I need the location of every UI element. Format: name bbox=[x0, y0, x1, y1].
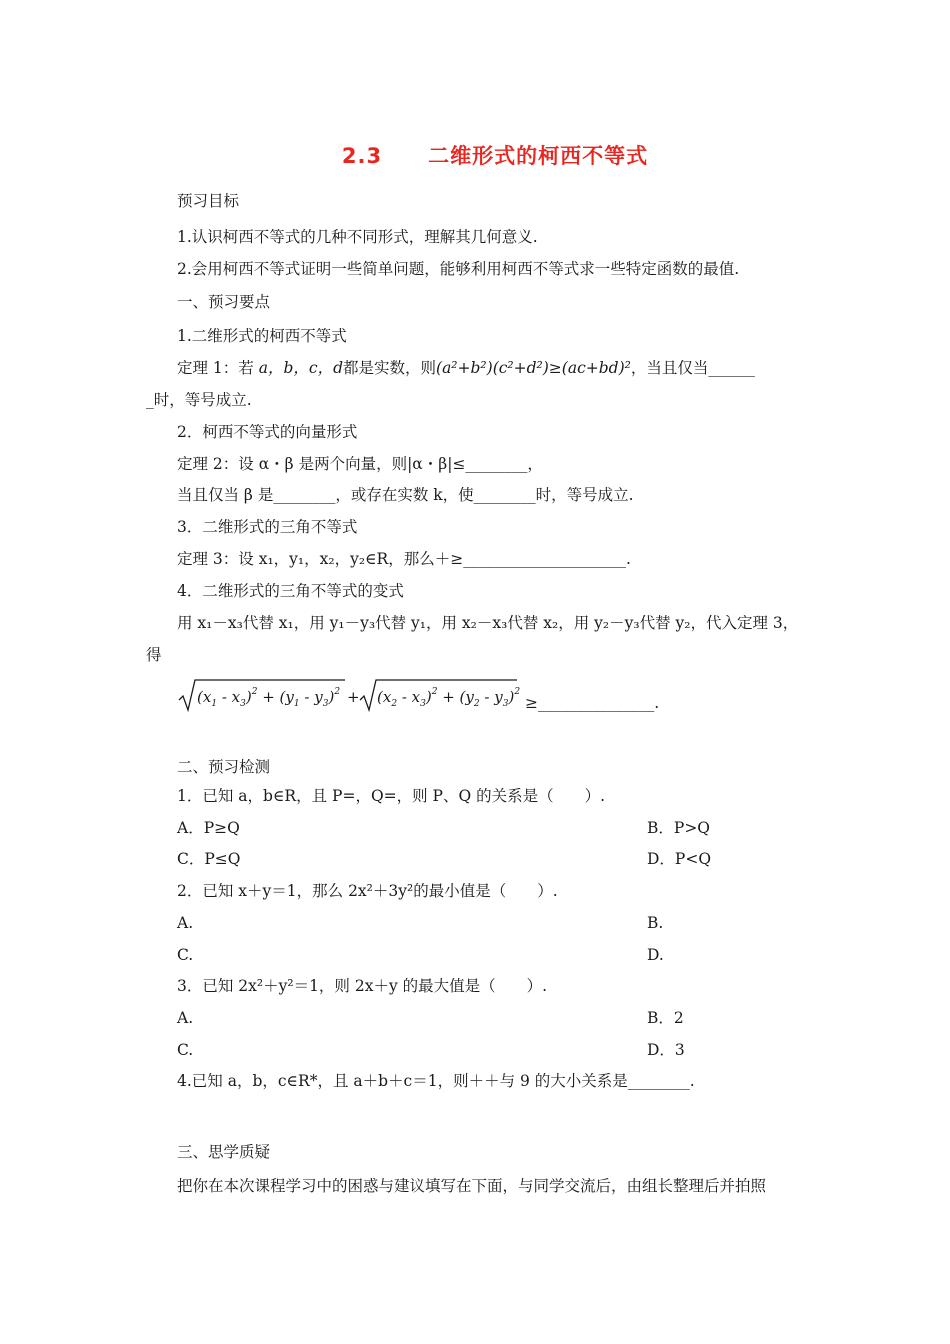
q2-option-d: D. bbox=[647, 946, 664, 964]
section-3-paragraph: 把你在本次课程学习中的困惑与建议填写在下面，与同学交流后，由组长整理后并拍照 bbox=[177, 1177, 767, 1195]
theorem-1-vars: a，b，c，d bbox=[258, 359, 343, 377]
svg-text:+: + bbox=[347, 688, 360, 706]
section-2-heading: 二、预习检测 bbox=[177, 758, 271, 776]
theorem-3-line: 定理 3：设 x₁，y₁，x₂，y₂∈R，那么＋≥_____________________. bbox=[177, 550, 631, 568]
point-1-title: 1.二维形式的柯西不等式 bbox=[177, 327, 347, 345]
theorem-1-prefix: 定理 1：若 bbox=[177, 359, 259, 377]
q2-option-b: B. bbox=[647, 914, 664, 932]
point-2-title: 2．柯西不等式的向量形式 bbox=[177, 423, 358, 441]
section-number: 2.3 bbox=[341, 144, 383, 168]
formula-tail: ≥_______________. bbox=[525, 694, 660, 712]
theorem-2-line: 定理 2：设 α・β 是两个向量，则|α・β|≤________， bbox=[177, 455, 543, 473]
theorem-1-blank: ______ bbox=[708, 359, 755, 377]
radical-expression bbox=[177, 676, 521, 716]
point-4-title: 4．二维形式的三角不等式的变式 bbox=[177, 582, 404, 600]
section-1-heading: 一、预习要点 bbox=[177, 293, 271, 311]
section-3-heading: 三、思学质疑 bbox=[177, 1143, 271, 1161]
theorem-1-line bbox=[177, 358, 755, 378]
theorem-1-continuation: _时，等号成立. bbox=[146, 391, 252, 409]
point-3-title: 3．二维形式的三角不等式 bbox=[177, 518, 358, 536]
q3-option-d: D．3 bbox=[647, 1041, 685, 1059]
q1-option-a: A．P≥Q bbox=[177, 819, 240, 837]
goal-1: 1.认识柯西不等式的几种不同形式，理解其几何意义. bbox=[177, 228, 538, 246]
q1-option-b: B．P>Q bbox=[647, 819, 711, 837]
goals-heading: 预习目标 bbox=[177, 192, 240, 210]
theorem-1-cond: ，当且仅当 bbox=[630, 359, 709, 377]
q1-option-c: C．P≤Q bbox=[177, 850, 241, 868]
substitution-line: 用 x₁－x₃代替 x₁，用 y₁－y₃代替 y₁，用 x₂－x₃代替 x₂，用 y₂－y₃代替 y₂，代入定理 3， bbox=[177, 614, 799, 632]
theorem-1-mid: 都是实数，则 bbox=[343, 359, 437, 377]
goal-2: 2.会用柯西不等式证明一些简单问题，能够利用柯西不等式求一些特定函数的最值. bbox=[177, 260, 740, 278]
svg-text:(x1 - x3)2 + (y1 - y3)2: $(x_1 - x_3)^2 + (y_1 - y_3)^2$ bbox=[197, 687, 341, 709]
page-title bbox=[0, 140, 950, 170]
question-4: 4.已知 a，b，c∈R*，且 a＋b＋c＝1，则＋＋与 9 的大小关系是________. bbox=[177, 1072, 695, 1090]
q3-option-b: B．2 bbox=[647, 1009, 684, 1027]
question-1: 1．已知 a，b∈R，且 P=，Q=，则 P、Q 的关系是（ ）. bbox=[177, 787, 606, 805]
q2-option-a: A. bbox=[177, 914, 194, 932]
q3-option-c: C. bbox=[177, 1041, 194, 1059]
q3-option-a: A. bbox=[177, 1009, 194, 1027]
title-text: 二维形式的柯西不等式 bbox=[428, 144, 649, 168]
svg-text:(x2 - x3)2 + (y2 - y3)2: $(x_2 - x_3)^2 + (y_2 - y_3)^2$ bbox=[377, 687, 521, 709]
substitution-continuation: 得 bbox=[146, 646, 162, 664]
q1-option-d: D．P<Q bbox=[647, 850, 712, 868]
triangle-inequality-formula bbox=[177, 676, 521, 716]
q2-option-c: C. bbox=[177, 946, 194, 964]
theorem-2-condition: 当且仅当 β 是________，或存在实数 k，使________时，等号成立. bbox=[177, 486, 634, 504]
theorem-1-formula: (a²+b²)(c²+d²)≥(ac+bd)² bbox=[436, 359, 631, 377]
question-3: 3．已知 2x²＋y²＝1，则 2x＋y 的最大值是（ ）. bbox=[177, 977, 548, 995]
question-2: 2．已知 x＋y＝1，那么 2x²＋3y²的最小值是（ ）. bbox=[177, 882, 558, 900]
